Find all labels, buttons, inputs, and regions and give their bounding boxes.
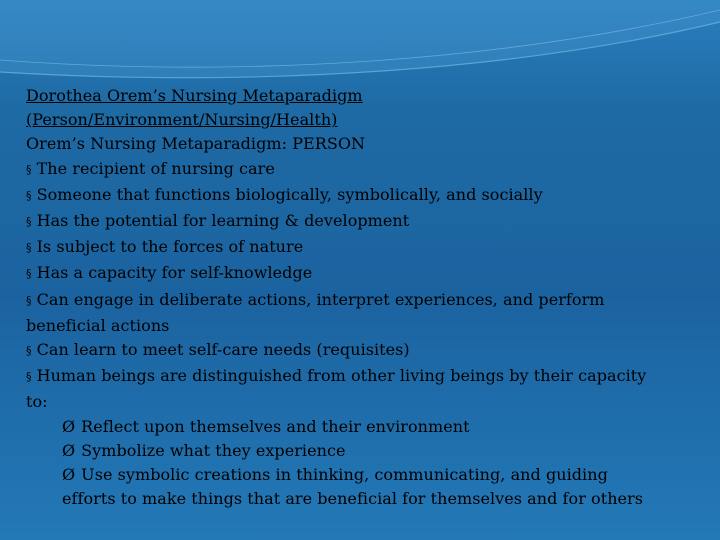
arrow-bullet-icon: Ø (62, 465, 76, 485)
bullet-item-3 (26, 209, 696, 235)
sub-bullet-item-1 (26, 415, 696, 439)
bullet-text: Is subject to the forces of nature (36, 237, 304, 257)
bullet-item-8-continuation: to: (26, 392, 48, 412)
bullet-item-4 (26, 235, 696, 261)
bullet-text: Has a capacity for self-knowledge (36, 263, 313, 283)
sub-bullet-item-2 (26, 439, 696, 463)
bullet-text: Has the potential for learning & development (36, 211, 410, 231)
sub-bullet-item-3-continuation: efforts to make things that are beneficial for themselves and for others (62, 489, 644, 509)
bullet-item-8 (26, 364, 696, 390)
bullet-icon: § (26, 370, 32, 384)
slide-body (26, 84, 696, 511)
bullet-item-1 (26, 157, 696, 183)
bullet-text: Someone that functions biologically, symbolically, and socially (36, 184, 543, 204)
arrow-bullet-icon: Ø (62, 416, 76, 436)
bullet-icon: § (26, 215, 32, 229)
bullet-text: Human beings are distinguished from other living beings by their capacity (36, 366, 647, 386)
bullet-item-6 (26, 288, 696, 314)
sub-bullet-item-3 (26, 463, 696, 487)
bullet-icon: § (26, 241, 32, 255)
arrow-bullet-icon: Ø (62, 440, 76, 460)
bullet-item-2 (26, 183, 696, 209)
bullet-icon: § (26, 344, 32, 358)
slide-title-line-2: (Person/Environment/Nursing/Health) (26, 110, 338, 130)
slide-title-line-1: Dorothea Orem’s Nursing Metaparadigm (26, 86, 363, 105)
sub-bullet-text: Use symbolic creations in thinking, communicating, and guiding (81, 465, 608, 485)
bullet-icon: § (26, 267, 32, 281)
sub-bullet-text: Reflect upon themselves and their environment (81, 416, 470, 436)
bullet-text: Can engage in deliberate actions, interpret experiences, and perform (36, 289, 605, 309)
bullet-text: The recipient of nursing care (36, 158, 275, 178)
slide-subtitle: Orem’s Nursing Metaparadigm: PERSON (26, 134, 366, 154)
bullet-text: Can learn to meet self-care needs (requisites) (36, 340, 410, 360)
bullet-icon: § (26, 188, 32, 202)
bullet-item-6-continuation: beneficial actions (26, 315, 170, 335)
bullet-icon: § (26, 293, 32, 307)
bullet-item-7 (26, 338, 696, 364)
sub-bullet-text: Symbolize what they experience (81, 440, 346, 460)
bullet-icon: § (26, 162, 32, 176)
bullet-item-5 (26, 261, 696, 287)
